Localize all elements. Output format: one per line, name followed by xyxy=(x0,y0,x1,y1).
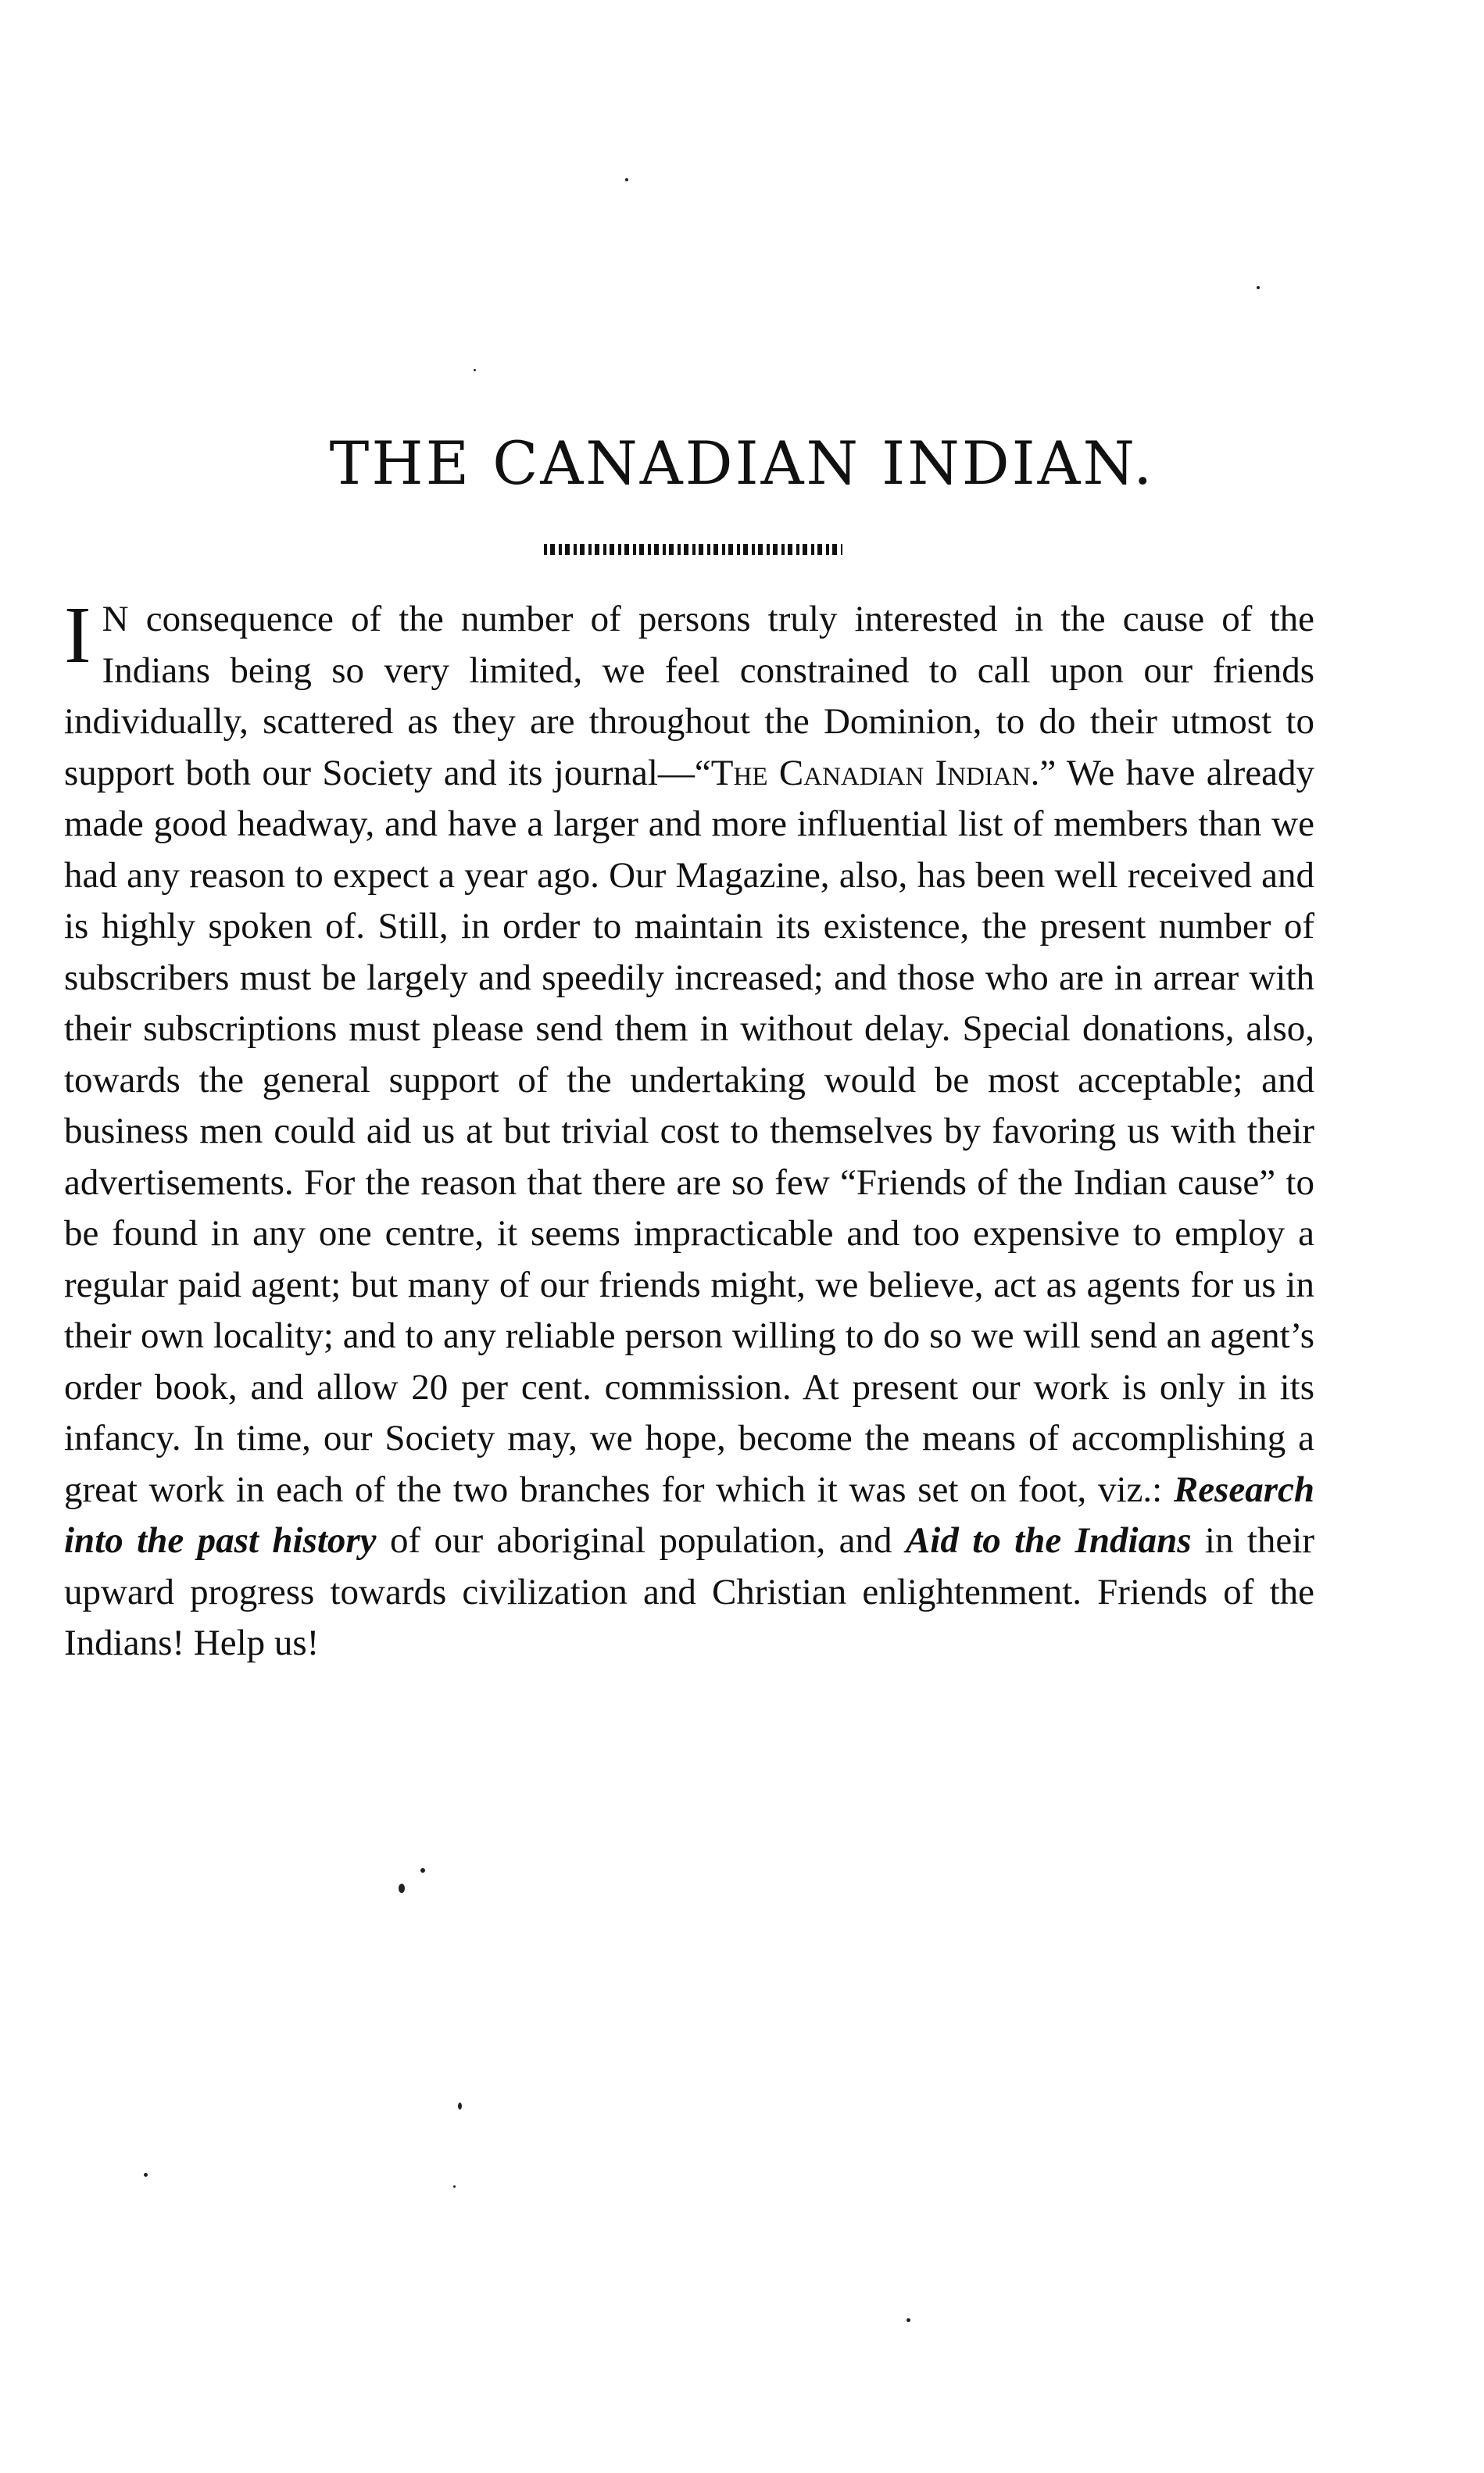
journal-name: The Canadian Indian. xyxy=(710,752,1040,793)
scan-speck xyxy=(420,1868,425,1873)
scan-speck xyxy=(458,2103,462,2110)
scan-speck xyxy=(474,369,476,371)
paragraph-between: of our aboriginal population, and xyxy=(376,1520,906,1561)
drop-cap: I xyxy=(64,590,91,680)
scan-speck xyxy=(625,178,628,181)
page-title: THE CANADIAN INDIAN. xyxy=(329,428,1155,498)
scan-speck xyxy=(1257,286,1260,289)
paragraph-end: in their upward progress towards civilization and Christian enlightenment. Friends of the Indians! Help us! xyxy=(64,1520,1315,1663)
body-paragraph xyxy=(64,590,1315,1670)
scan-speck xyxy=(144,2173,148,2177)
paragraph-intro: N consequence of the number of persons truly interested in the cause of the Indians being so very limited, we feel constrained to call upon our friends individually, scattered as they are throughout the Dominion, to do their utmost to support both our Society and its journal—“ xyxy=(64,599,1314,793)
scan-speck xyxy=(453,2185,456,2188)
scan-speck xyxy=(906,2318,910,2322)
branch-research: Research into the past history xyxy=(64,1469,1314,1561)
scan-speck xyxy=(399,1884,405,1893)
branch-aid: Aid to the Indians xyxy=(905,1520,1192,1561)
title-ornament-rule xyxy=(544,544,842,555)
paragraph-middle: ” We have already made good headway, and have a larger and more influential list of members than we had any reason to expect a year ago. Our Magazine, also, has been well received and is highly spoken of. Still, in order to maintain its existence, the present number of subscribers must be largely and speedily increased; and those who are in arrear with their subscriptions must please send them in without delay. Special donations, also, towards the general support of the undertaking would be most acceptable; and business men could aid us at but trivial cost to themselves by favoring us with their advertisements. For the reason that there are so few “Friends of the Indian cause” to be found in any one centre, it seems impracticable and too expensive to employ a regular paid agent; but many of our friends might, we believe, act as agents for us in their own locality; and to any reliable person willing to do so we will send an agent’s order book, and allow 20 per cent. commission. At present our work is only in its infancy. In time, our Society may, we hope, become the means of accomplishing a great work in each of the two branches for which it was set on foot, viz.: xyxy=(64,752,1314,1510)
